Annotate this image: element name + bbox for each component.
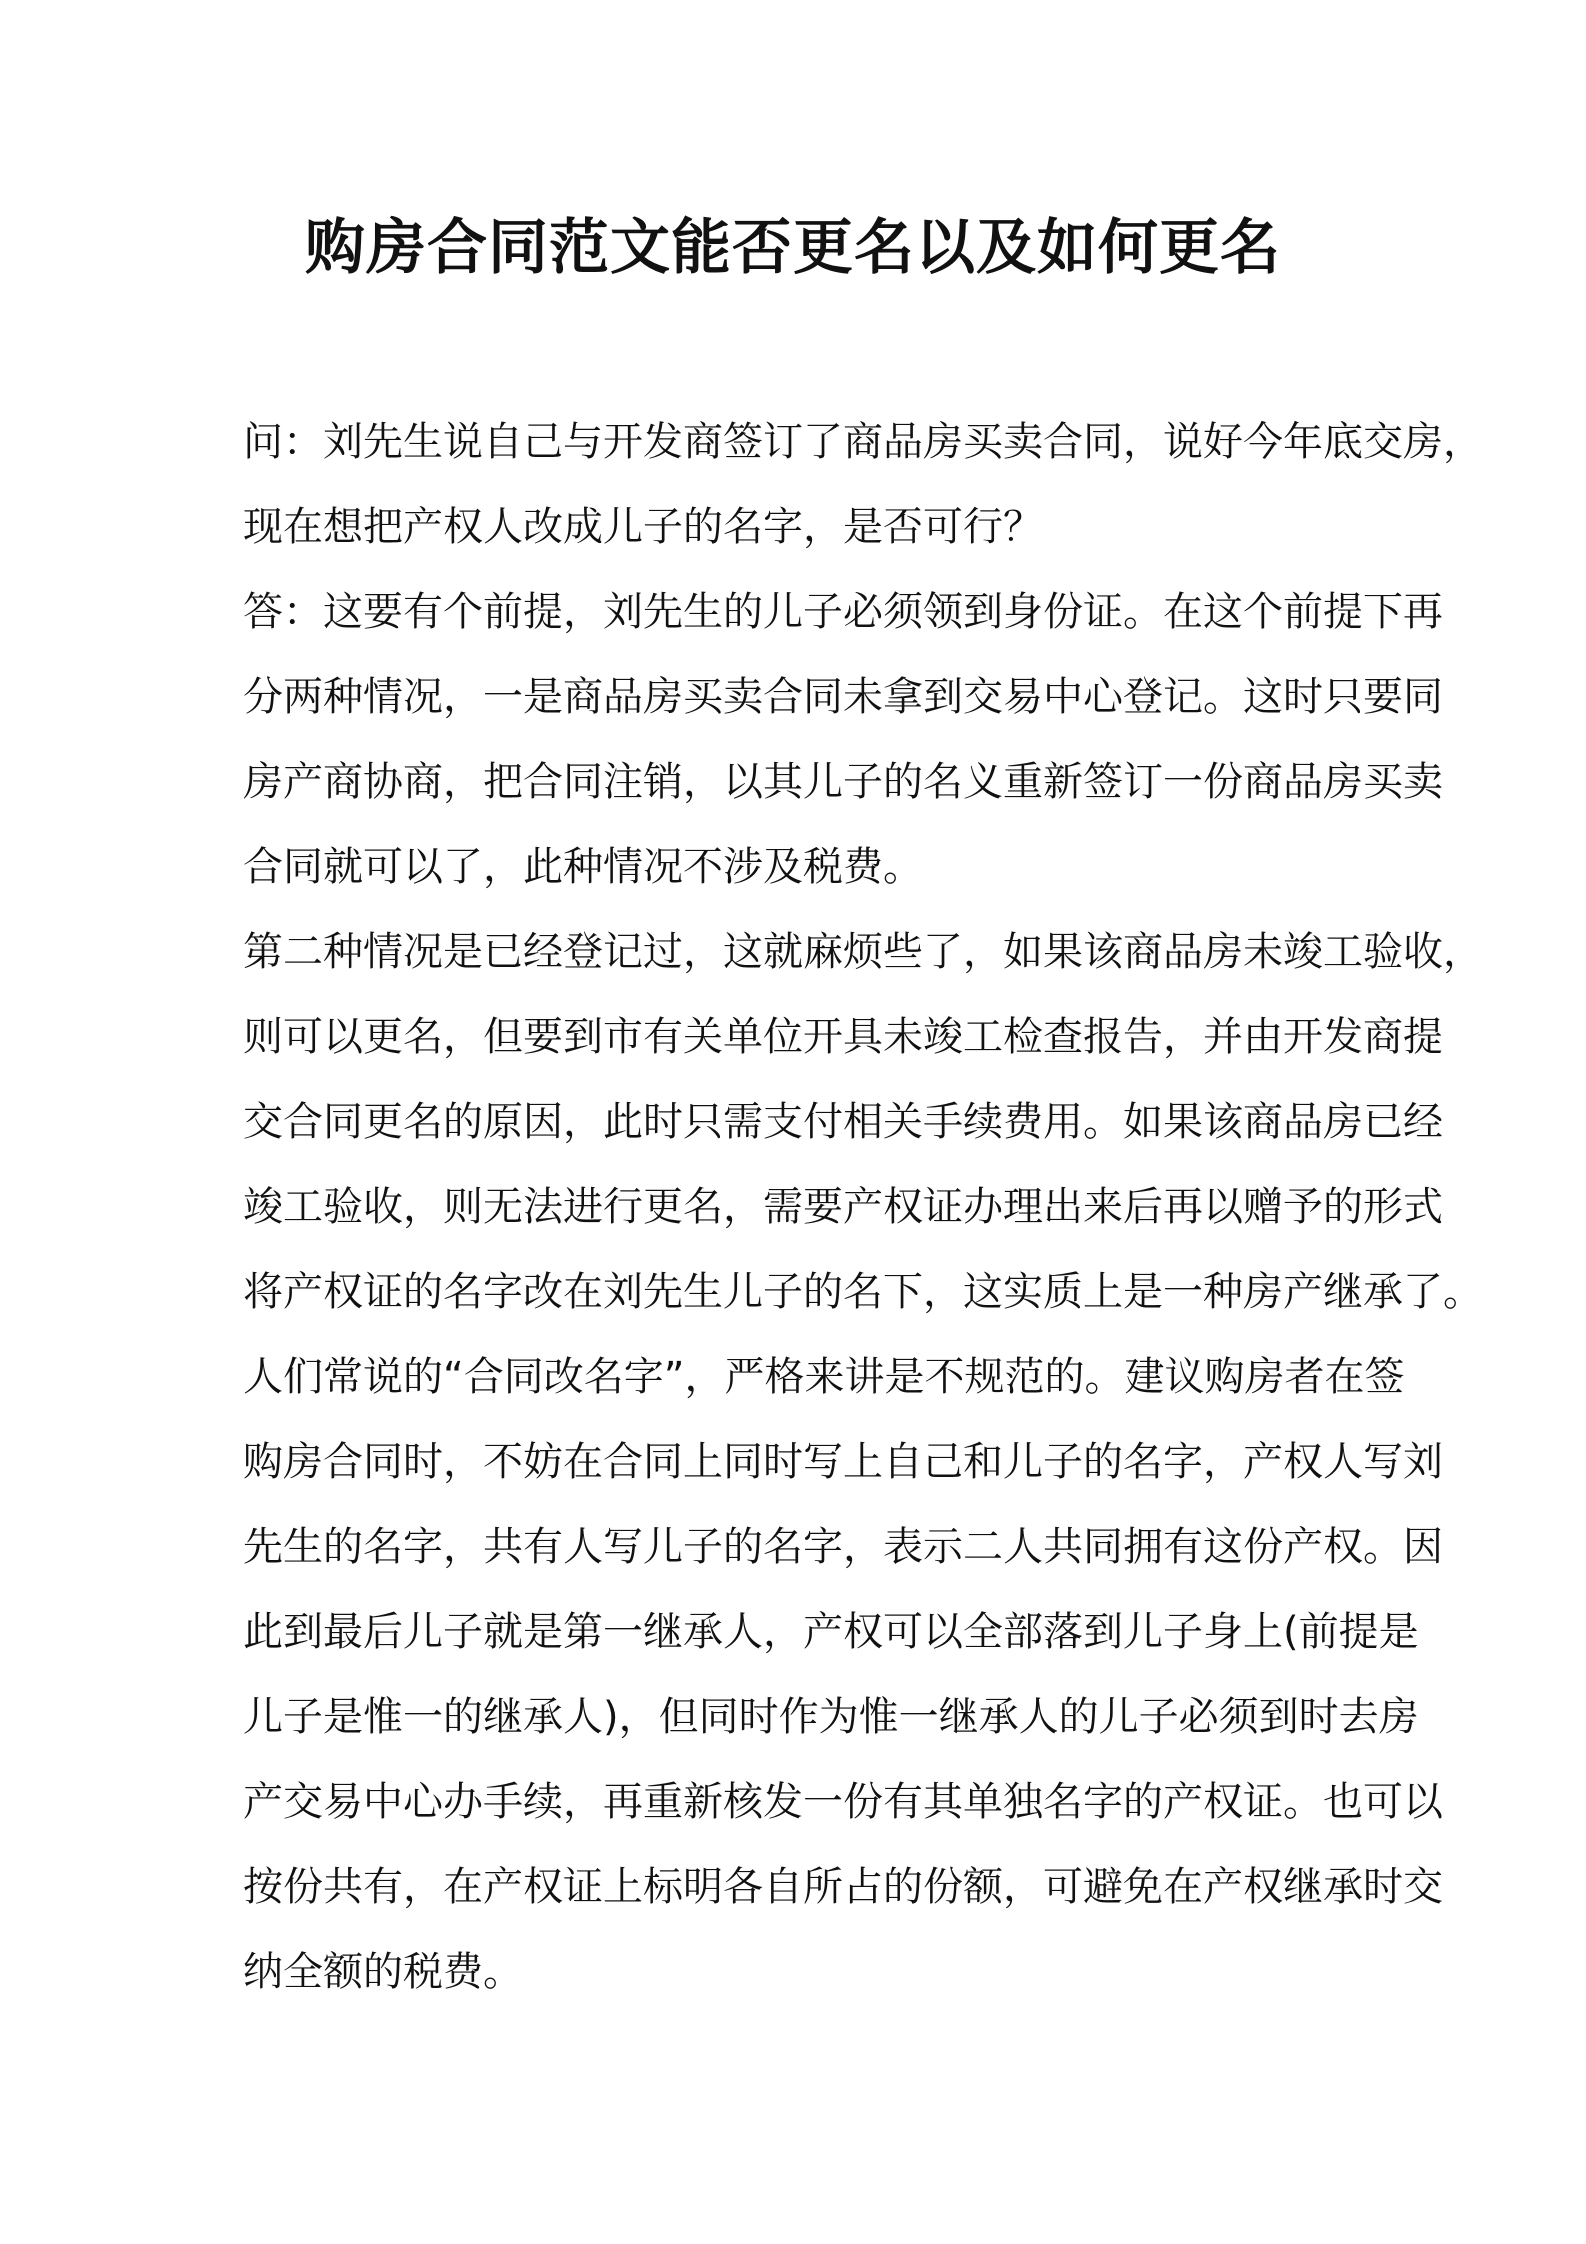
body-line: 则可以更名，但要到市有关单位开具未竣工检查报告，并由开发商提 [243, 1014, 1443, 1060]
body-line: 竣工验收，则无法进行更名，需要产权证办理出来后再以赠予的形式 [243, 1184, 1443, 1230]
body-line: 问：刘先生说自己与开发商签订了商品房买卖合同，说好今年底交房， [243, 419, 1483, 465]
body-line: 人们常说的“合同改名字”，严格来讲是不规范的。建议购房者在签 [243, 1354, 1405, 1400]
body-line: 第二种情况是已经登记过，这就麻烦些了，如果该商品房未竣工验收， [243, 929, 1483, 975]
body-line: 交合同更名的原因，此时只需支付相关手续费用。如果该商品房已经 [243, 1099, 1443, 1145]
body-line: 分两种情况，一是商品房买卖合同未拿到交易中心登记。这时只要同 [243, 674, 1443, 720]
body-line: 按份共有，在产权证上标明各自所占的份额，可避免在产权继承时交 [243, 1864, 1443, 1910]
body-line: 房产商协商，把合同注销，以其儿子的名义重新签订一份商品房买卖 [243, 759, 1443, 805]
body-line: 此到最后儿子就是第一继承人，产权可以全部落到儿子身上(前提是 [243, 1609, 1419, 1655]
document-body [243, 400, 1483, 2015]
body-line: 纳全额的税费。 [243, 1949, 523, 1995]
body-line: 将产权证的名字改在刘先生儿子的名下，这实质上是一种房产继承了。 [243, 1269, 1483, 1315]
body-line: 儿子是惟一的继承人)，但同时作为惟一继承人的儿子必须到时去房 [243, 1694, 1419, 1740]
document-title: 购房合同范文能否更名以及如何更名 [305, 213, 1281, 283]
body-line: 先生的名字，共有人写儿子的名字，表示二人共同拥有这份产权。因 [243, 1524, 1443, 1570]
body-line: 购房合同时，不妨在合同上同时写上自己和儿子的名字，产权人写刘 [243, 1439, 1443, 1485]
body-line: 答：这要有个前提，刘先生的儿子必须领到身份证。在这个前提下再 [243, 589, 1443, 635]
body-line: 现在想把产权人改成儿子的名字，是否可行？ [243, 504, 1043, 550]
body-line: 产交易中心办手续，再重新核发一份有其单独名字的产权证。也可以 [243, 1779, 1443, 1825]
body-line: 合同就可以了，此种情况不涉及税费。 [243, 844, 923, 890]
